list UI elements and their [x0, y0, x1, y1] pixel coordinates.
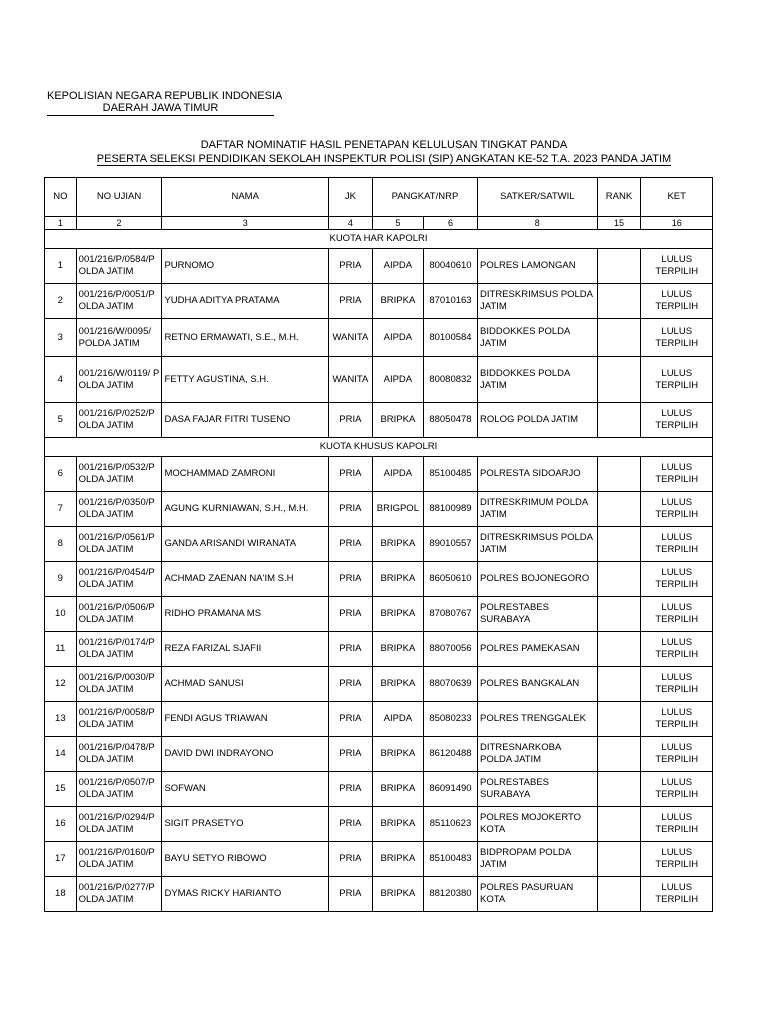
row-nrp: 87080767: [423, 597, 477, 632]
row-no: 15: [45, 772, 77, 807]
row-jk: PRIA: [328, 772, 372, 807]
row-nama: DYMAS RICKY HARIANTO: [162, 877, 328, 912]
col-nama: NAMA: [162, 178, 328, 217]
row-jk: PRIA: [328, 457, 372, 492]
row-satker: DITRESKRIMSUS POLDA JATIM: [478, 284, 598, 319]
table-row: [45, 877, 713, 912]
row-ket: LULUS TERPILIH: [641, 667, 713, 702]
row-no: 5: [45, 403, 77, 438]
table-row: [45, 457, 713, 492]
row-satker: POLRES MOJOKERTO KOTA: [478, 807, 598, 842]
table-header: [45, 178, 713, 217]
row-no-ujian: 001/216/P/0507/POLDA JATIM: [76, 772, 162, 807]
row-no-ujian: 001/216/P/0350/POLDA JATIM: [76, 492, 162, 527]
row-nama: GANDA ARISANDI WIRANATA: [162, 527, 328, 562]
row-rank: [597, 403, 641, 438]
row-no: 8: [45, 527, 77, 562]
row-no-ujian: 001/216/W/0095/ POLDA JATIM: [76, 319, 162, 357]
col-number: 2: [76, 217, 162, 230]
row-rank: [597, 667, 641, 702]
row-nama: FETTY AGUSTINA, S.H.: [162, 357, 328, 403]
row-ket: LULUS TERPILIH: [641, 357, 713, 403]
row-jk: PRIA: [328, 667, 372, 702]
col-ket: KET: [641, 178, 713, 217]
row-no: 18: [45, 877, 77, 912]
row-rank: [597, 562, 641, 597]
row-rank: [597, 284, 641, 319]
row-no: 3: [45, 319, 77, 357]
table-row: [45, 737, 713, 772]
row-satker: BIDPROPAM POLDA JATIM: [478, 842, 598, 877]
row-no: 4: [45, 357, 77, 403]
row-nrp: 85110623: [423, 807, 477, 842]
row-jk: PRIA: [328, 403, 372, 438]
col-number: 4: [328, 217, 372, 230]
row-nrp: 80100584: [423, 319, 477, 357]
row-no: 12: [45, 667, 77, 702]
row-no-ujian: 001/216/P/0174/POLDA JATIM: [76, 632, 162, 667]
row-nama: RETNO ERMAWATI, S.E., M.H.: [162, 319, 328, 357]
column-number-row: [45, 217, 713, 230]
row-no: 7: [45, 492, 77, 527]
row-pangkat: BRIPKA: [372, 772, 423, 807]
row-rank: [597, 527, 641, 562]
table-row: [45, 319, 713, 357]
col-satker: SATKER/SATWIL: [478, 178, 598, 217]
col-rank: RANK: [597, 178, 641, 217]
table-row: [45, 597, 713, 632]
row-nama: RIDHO PRAMANA MS: [162, 597, 328, 632]
row-rank: [597, 842, 641, 877]
section-header-row: [45, 230, 713, 249]
row-ket: LULUS TERPILIH: [641, 284, 713, 319]
row-nrp: 89010557: [423, 527, 477, 562]
row-satker: POLRES BOJONEGORO: [478, 562, 598, 597]
row-satker: DITRESKRIMSUS POLDA JATIM: [478, 527, 598, 562]
row-rank: [597, 772, 641, 807]
section-header-row: [45, 438, 713, 457]
row-ket: LULUS TERPILIH: [641, 737, 713, 772]
row-jk: PRIA: [328, 492, 372, 527]
row-rank: [597, 737, 641, 772]
row-nrp: 86050610: [423, 562, 477, 597]
col-number: 16: [641, 217, 713, 230]
row-no: 1: [45, 249, 77, 284]
row-nama: ACHMAD SANUSI: [162, 667, 328, 702]
table-row: [45, 492, 713, 527]
row-nama: MOCHAMMAD ZAMRONI: [162, 457, 328, 492]
row-rank: [597, 807, 641, 842]
col-pangkat-nrp: PANGKAT/NRP: [372, 178, 477, 217]
table-row: [45, 807, 713, 842]
row-jk: PRIA: [328, 842, 372, 877]
table-row: [45, 249, 713, 284]
table-row: [45, 527, 713, 562]
table-row: [45, 667, 713, 702]
row-rank: [597, 877, 641, 912]
row-rank: [597, 249, 641, 284]
row-nama: DAVID DWI INDRAYONO: [162, 737, 328, 772]
row-nrp: 85100485: [423, 457, 477, 492]
row-rank: [597, 632, 641, 667]
row-nrp: 85080233: [423, 702, 477, 737]
row-nrp: 85100483: [423, 842, 477, 877]
row-jk: WANITA: [328, 319, 372, 357]
row-satker: POLRES PAMEKASAN: [478, 632, 598, 667]
document-subtitle: [0, 152, 768, 166]
row-nrp: 80040610: [423, 249, 477, 284]
row-pangkat: BRIPKA: [372, 667, 423, 702]
row-ket: LULUS TERPILIH: [641, 249, 713, 284]
row-nrp: 88070639: [423, 667, 477, 702]
row-pangkat: BRIPKA: [372, 562, 423, 597]
row-rank: [597, 357, 641, 403]
row-jk: PRIA: [328, 249, 372, 284]
row-nrp: 88070056: [423, 632, 477, 667]
row-pangkat: BRIPKA: [372, 807, 423, 842]
row-nrp: 88120380: [423, 877, 477, 912]
row-pangkat: BRIPKA: [372, 527, 423, 562]
col-number: 3: [162, 217, 328, 230]
row-nama: PURNOMO: [162, 249, 328, 284]
row-jk: PRIA: [328, 562, 372, 597]
row-ket: LULUS TERPILIH: [641, 403, 713, 438]
col-no-ujian: NO UJIAN: [76, 178, 162, 217]
row-jk: PRIA: [328, 632, 372, 667]
region-name: DAERAH JAWA TIMUR: [47, 101, 274, 116]
col-number: 5: [372, 217, 423, 230]
row-ket: LULUS TERPILIH: [641, 702, 713, 737]
table-row: [45, 284, 713, 319]
row-nama: YUDHA ADITYA PRATAMA: [162, 284, 328, 319]
row-pangkat: AIPDA: [372, 702, 423, 737]
col-no: NO: [45, 178, 77, 217]
table-row: [45, 562, 713, 597]
row-nrp: 86120488: [423, 737, 477, 772]
row-rank: [597, 457, 641, 492]
row-no: 2: [45, 284, 77, 319]
row-rank: [597, 702, 641, 737]
row-pangkat: BRIGPOL: [372, 492, 423, 527]
row-no-ujian: 001/216/P/0030/POLDA JATIM: [76, 667, 162, 702]
col-jk: JK: [328, 178, 372, 217]
row-pangkat: AIPDA: [372, 319, 423, 357]
row-no-ujian: 001/216/P/0160/POLDA JATIM: [76, 842, 162, 877]
row-ket: LULUS TERPILIH: [641, 842, 713, 877]
row-no-ujian: 001/216/W/0119/ POLDA JATIM: [76, 357, 162, 403]
row-pangkat: BRIPKA: [372, 597, 423, 632]
row-ket: LULUS TERPILIH: [641, 492, 713, 527]
org-name: KEPOLISIAN NEGARA REPUBLIK INDONESIA: [47, 90, 283, 102]
row-satker: POLRES LAMONGAN: [478, 249, 598, 284]
table-row: [45, 403, 713, 438]
row-pangkat: BRIPKA: [372, 284, 423, 319]
table-row: [45, 842, 713, 877]
row-no-ujian: 001/216/P/0058/POLDA JATIM: [76, 702, 162, 737]
col-number: 1: [45, 217, 77, 230]
row-satker: DITRESNARKOBA POLDA JATIM: [478, 737, 598, 772]
row-no-ujian: 001/216/P/0532/POLDA JATIM: [76, 457, 162, 492]
row-satker: POLRESTA SIDOARJO: [478, 457, 598, 492]
row-nama: AGUNG KURNIAWAN, S.H., M.H.: [162, 492, 328, 527]
row-no: 10: [45, 597, 77, 632]
row-pangkat: BRIPKA: [372, 842, 423, 877]
section-title: KUOTA HAR KAPOLRI: [45, 230, 713, 249]
row-jk: PRIA: [328, 807, 372, 842]
col-number: 15: [597, 217, 641, 230]
row-jk: PRIA: [328, 284, 372, 319]
document-subtitle-text: PESERTA SELEKSI PENDIDIKAN SEKOLAH INSPEKTUR POLISI (SIP) ANGKATAN KE-52 T.A. 2023 PANDA JATIM: [96, 153, 672, 165]
row-pangkat: BRIPKA: [372, 403, 423, 438]
row-no: 17: [45, 842, 77, 877]
row-no: 6: [45, 457, 77, 492]
row-ket: LULUS TERPILIH: [641, 807, 713, 842]
row-no: 9: [45, 562, 77, 597]
col-number: 6: [423, 217, 477, 230]
row-ket: LULUS TERPILIH: [641, 772, 713, 807]
row-satker: POLRESTABES SURABAYA: [478, 772, 598, 807]
col-number: 8: [478, 217, 598, 230]
section-title: KUOTA KHUSUS KAPOLRI: [45, 438, 713, 457]
table-row: [45, 357, 713, 403]
row-no-ujian: 001/216/P/0294/POLDA JATIM: [76, 807, 162, 842]
row-pangkat: AIPDA: [372, 357, 423, 403]
row-nrp: 88050478: [423, 403, 477, 438]
row-ket: LULUS TERPILIH: [641, 632, 713, 667]
row-satker: POLRESTABES SURABAYA: [478, 597, 598, 632]
row-jk: PRIA: [328, 702, 372, 737]
row-ket: LULUS TERPILIH: [641, 597, 713, 632]
row-ket: LULUS TERPILIH: [641, 527, 713, 562]
row-ket: LULUS TERPILIH: [641, 457, 713, 492]
row-jk: PRIA: [328, 527, 372, 562]
row-no-ujian: 001/216/P/0478/POLDA JATIM: [76, 737, 162, 772]
row-nrp: 86091490: [423, 772, 477, 807]
row-pangkat: BRIPKA: [372, 737, 423, 772]
row-ket: LULUS TERPILIH: [641, 562, 713, 597]
row-nrp: 80080832: [423, 357, 477, 403]
row-jk: WANITA: [328, 357, 372, 403]
row-pangkat: BRIPKA: [372, 632, 423, 667]
row-ket: LULUS TERPILIH: [641, 319, 713, 357]
row-pangkat: AIPDA: [372, 249, 423, 284]
row-satker: POLRES TRENGGALEK: [478, 702, 598, 737]
row-no: 16: [45, 807, 77, 842]
table-row: [45, 632, 713, 667]
row-no-ujian: 001/216/P/0454/POLDA JATIM: [76, 562, 162, 597]
row-jk: PRIA: [328, 597, 372, 632]
row-nama: ACHMAD ZAENAN NA'IM S.H: [162, 562, 328, 597]
row-pangkat: AIPDA: [372, 457, 423, 492]
row-nama: FENDI AGUS TRIAWAN: [162, 702, 328, 737]
row-satker: BIDDOKKES POLDA JATIM: [478, 319, 598, 357]
row-no: 14: [45, 737, 77, 772]
row-nrp: 87010163: [423, 284, 477, 319]
row-nama: SOFWAN: [162, 772, 328, 807]
row-satker: POLRES PASURUAN KOTA: [478, 877, 598, 912]
row-no-ujian: 001/216/P/0561/POLDA JATIM: [76, 527, 162, 562]
nominative-table: [44, 177, 713, 912]
row-no: 13: [45, 702, 77, 737]
row-satker: POLRES BANGKALAN: [478, 667, 598, 702]
row-no: 11: [45, 632, 77, 667]
row-rank: [597, 492, 641, 527]
row-no-ujian: 001/216/P/0051/POLDA JATIM: [76, 284, 162, 319]
document-title: DAFTAR NOMINATIF HASIL PENETAPAN KELULUSAN TINGKAT PANDA: [200, 139, 568, 151]
row-no-ujian: 001/216/P/0252/POLDA JATIM: [76, 403, 162, 438]
row-satker: BIDDOKKES POLDA JATIM: [478, 357, 598, 403]
row-satker: ROLOG POLDA JATIM: [478, 403, 598, 438]
row-jk: PRIA: [328, 737, 372, 772]
table-row: [45, 772, 713, 807]
row-no-ujian: 001/216/P/0506/POLDA JATIM: [76, 597, 162, 632]
row-nrp: 88100989: [423, 492, 477, 527]
row-nama: DASA FAJAR FITRI TUSENO: [162, 403, 328, 438]
row-nama: SIGIT PRASETYO: [162, 807, 328, 842]
table-row: [45, 702, 713, 737]
row-nama: BAYU SETYO RIBOWO: [162, 842, 328, 877]
row-rank: [597, 319, 641, 357]
row-ket: LULUS TERPILIH: [641, 877, 713, 912]
row-nama: REZA FARIZAL SJAFII: [162, 632, 328, 667]
row-no-ujian: 001/216/P/0277/POLDA JATIM: [76, 877, 162, 912]
row-jk: PRIA: [328, 877, 372, 912]
row-no-ujian: 001/216/P/0584/POLDA JATIM: [76, 249, 162, 284]
row-rank: [597, 597, 641, 632]
row-pangkat: BRIPKA: [372, 877, 423, 912]
row-satker: DITRESKRIMUM POLDA JATIM: [478, 492, 598, 527]
